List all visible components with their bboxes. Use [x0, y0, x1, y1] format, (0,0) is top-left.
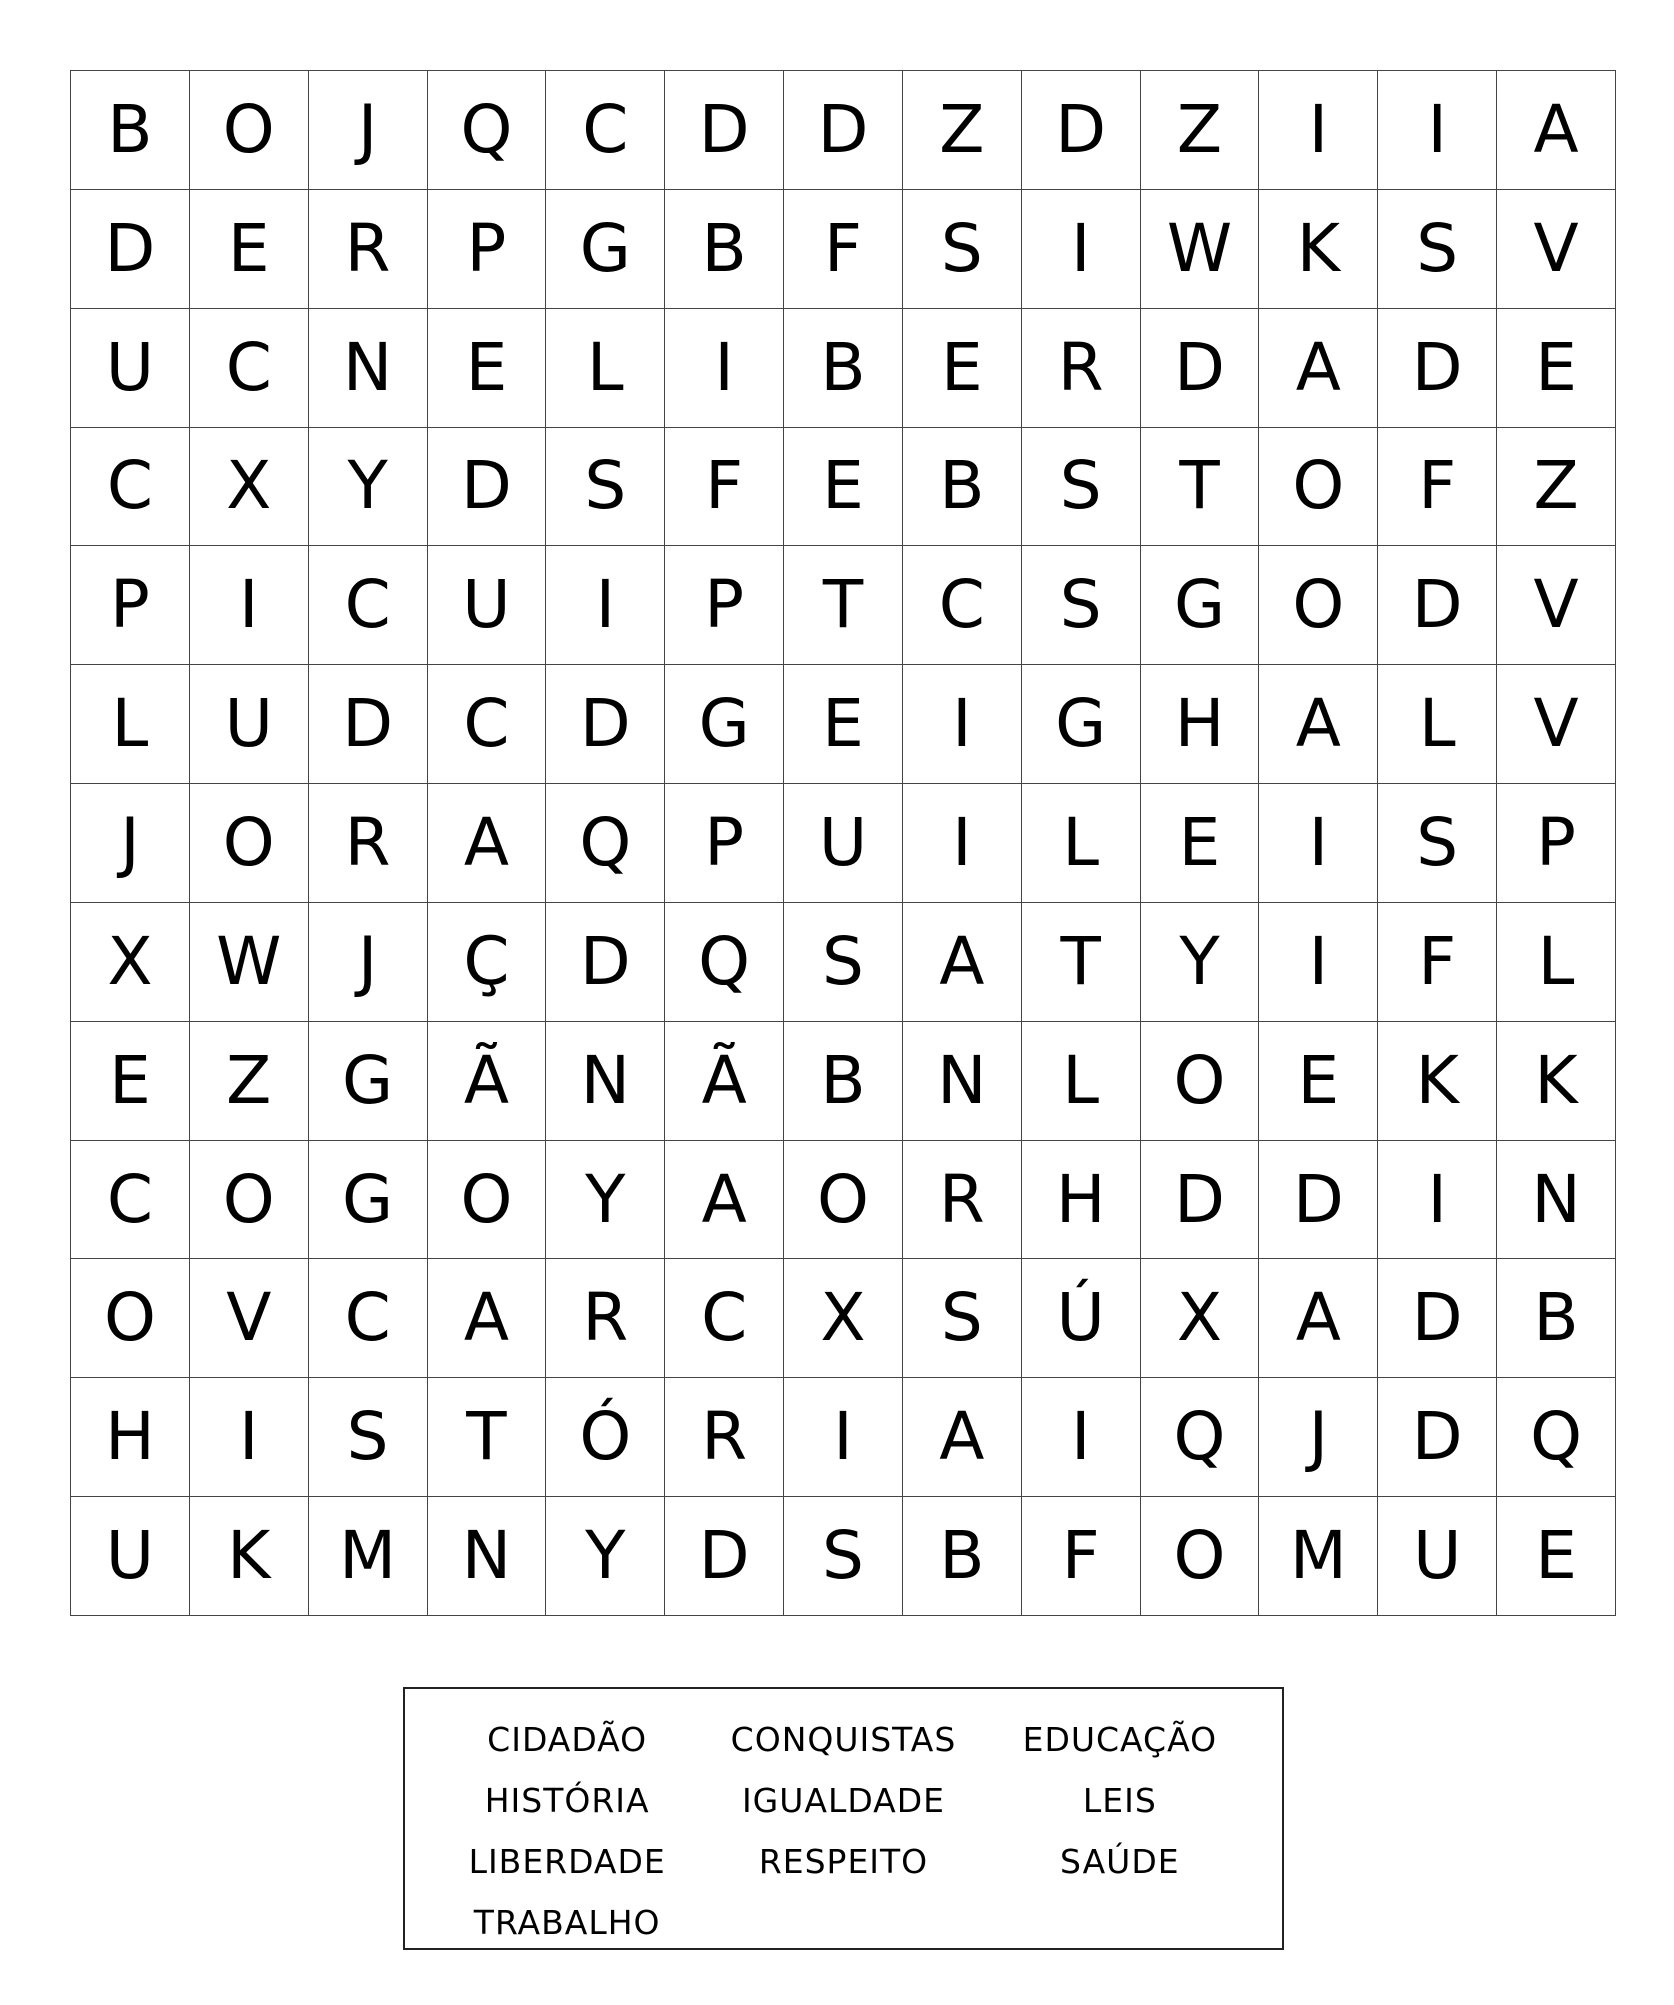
- word-list-item: RESPEITO: [758, 1842, 929, 1881]
- grid-cell[interactable]: D: [71, 190, 190, 309]
- grid-cell[interactable]: P: [665, 546, 784, 665]
- grid-cell[interactable]: Y: [1141, 903, 1260, 1022]
- grid-cell[interactable]: V: [1497, 665, 1616, 784]
- grid-cell[interactable]: E: [903, 309, 1022, 428]
- grid-cell[interactable]: J: [309, 71, 428, 190]
- grid-cell[interactable]: I: [1022, 190, 1141, 309]
- grid-cell[interactable]: O: [190, 71, 309, 190]
- grid-cell[interactable]: A: [665, 1141, 784, 1260]
- grid-cell[interactable]: A: [428, 1259, 547, 1378]
- grid-cell[interactable]: O: [190, 784, 309, 903]
- grid-cell[interactable]: E: [1497, 309, 1616, 428]
- grid-cell[interactable]: Y: [546, 1141, 665, 1260]
- grid-cell[interactable]: A: [903, 903, 1022, 1022]
- grid-cell[interactable]: A: [1259, 1259, 1378, 1378]
- grid-cell[interactable]: B: [784, 1022, 903, 1141]
- grid-cell[interactable]: P: [71, 546, 190, 665]
- grid-cell[interactable]: U: [71, 309, 190, 428]
- grid-cell[interactable]: S: [1378, 190, 1497, 309]
- grid-cell[interactable]: F: [665, 428, 784, 547]
- grid-cell[interactable]: O: [1141, 1497, 1260, 1616]
- grid-cell[interactable]: Q: [1497, 1378, 1616, 1497]
- grid-cell[interactable]: E: [784, 665, 903, 784]
- grid-cell[interactable]: F: [1378, 428, 1497, 547]
- grid-cell[interactable]: Ã: [665, 1022, 784, 1141]
- grid-cell[interactable]: U: [428, 546, 547, 665]
- grid-cell[interactable]: C: [190, 309, 309, 428]
- grid-cell[interactable]: F: [1378, 903, 1497, 1022]
- grid-cell[interactable]: D: [1378, 1378, 1497, 1497]
- grid-cell[interactable]: S: [784, 1497, 903, 1616]
- grid-cell[interactable]: L: [546, 309, 665, 428]
- grid-cell[interactable]: I: [1259, 903, 1378, 1022]
- grid-cell[interactable]: D: [665, 1497, 784, 1616]
- grid-cell[interactable]: X: [190, 428, 309, 547]
- grid-cell[interactable]: R: [903, 1141, 1022, 1260]
- word-list-item: LIBERDADE: [468, 1842, 666, 1881]
- grid-cell[interactable]: I: [903, 784, 1022, 903]
- grid-cell[interactable]: H: [1022, 1141, 1141, 1260]
- grid-cell[interactable]: L: [1022, 1022, 1141, 1141]
- grid-cell[interactable]: V: [1497, 190, 1616, 309]
- grid-cell[interactable]: L: [71, 665, 190, 784]
- grid-cell[interactable]: R: [309, 784, 428, 903]
- grid-cell[interactable]: B: [71, 71, 190, 190]
- grid-cell[interactable]: M: [309, 1497, 428, 1616]
- grid-cell[interactable]: D: [309, 665, 428, 784]
- grid-cell[interactable]: A: [1259, 309, 1378, 428]
- word-list-item: CONQUISTAS: [730, 1720, 957, 1759]
- grid-cell[interactable]: G: [1022, 665, 1141, 784]
- grid-cell[interactable]: A: [1259, 665, 1378, 784]
- grid-cell[interactable]: T: [428, 1378, 547, 1497]
- grid-cell[interactable]: J: [1259, 1378, 1378, 1497]
- word-list-item: LEIS: [1082, 1781, 1157, 1820]
- grid-cell[interactable]: C: [546, 71, 665, 190]
- grid-cell[interactable]: D: [784, 71, 903, 190]
- grid-cell[interactable]: E: [190, 190, 309, 309]
- grid-cell[interactable]: S: [1378, 784, 1497, 903]
- word-search-grid: [70, 70, 1616, 1616]
- grid-cell[interactable]: O: [1259, 428, 1378, 547]
- grid-cell[interactable]: T: [784, 546, 903, 665]
- grid-cell[interactable]: R: [309, 190, 428, 309]
- grid-cell[interactable]: O: [1141, 1022, 1260, 1141]
- grid-cell[interactable]: S: [309, 1378, 428, 1497]
- word-list-item: EDUCAÇÃO: [1022, 1720, 1218, 1759]
- grid-cell[interactable]: I: [1378, 71, 1497, 190]
- word-list-item: TRABALHO: [473, 1903, 661, 1942]
- grid-cell[interactable]: J: [309, 903, 428, 1022]
- grid-cell[interactable]: L: [1497, 903, 1616, 1022]
- grid-cell[interactable]: I: [903, 665, 1022, 784]
- grid-cell[interactable]: X: [784, 1259, 903, 1378]
- grid-cell[interactable]: P: [665, 784, 784, 903]
- grid-cell[interactable]: I: [190, 1378, 309, 1497]
- grid-cell[interactable]: V: [1497, 546, 1616, 665]
- grid-cell[interactable]: D: [1378, 546, 1497, 665]
- grid-cell[interactable]: P: [428, 190, 547, 309]
- grid-cell[interactable]: C: [665, 1259, 784, 1378]
- grid-cell[interactable]: Q: [1141, 1378, 1260, 1497]
- grid-cell[interactable]: D: [1022, 71, 1141, 190]
- word-list-box: [403, 1687, 1284, 1950]
- grid-cell[interactable]: Q: [428, 71, 547, 190]
- grid-cell[interactable]: K: [1378, 1022, 1497, 1141]
- grid-cell[interactable]: Z: [1497, 428, 1616, 547]
- grid-cell[interactable]: Q: [665, 903, 784, 1022]
- grid-cell[interactable]: I: [784, 1378, 903, 1497]
- grid-cell[interactable]: R: [665, 1378, 784, 1497]
- grid-cell[interactable]: E: [71, 1022, 190, 1141]
- grid-cell[interactable]: E: [1497, 1497, 1616, 1616]
- grid-cell[interactable]: Ã: [428, 1022, 547, 1141]
- grid-cell[interactable]: F: [784, 190, 903, 309]
- grid-cell[interactable]: S: [1022, 428, 1141, 547]
- grid-cell[interactable]: O: [71, 1259, 190, 1378]
- grid-cell[interactable]: D: [1259, 1141, 1378, 1260]
- grid-cell[interactable]: D: [1378, 309, 1497, 428]
- word-list-item: HISTÓRIA: [484, 1781, 650, 1820]
- grid-cell[interactable]: Ú: [1022, 1259, 1141, 1378]
- grid-cell[interactable]: F: [1022, 1497, 1141, 1616]
- grid-cell[interactable]: W: [190, 903, 309, 1022]
- grid-cell[interactable]: N: [428, 1497, 547, 1616]
- grid-cell[interactable]: L: [1022, 784, 1141, 903]
- grid-cell[interactable]: G: [309, 1141, 428, 1260]
- grid-cell[interactable]: Y: [309, 428, 428, 547]
- grid-cell[interactable]: K: [1259, 190, 1378, 309]
- grid-cell[interactable]: O: [784, 1141, 903, 1260]
- grid-cell[interactable]: G: [665, 665, 784, 784]
- grid-cell[interactable]: K: [1497, 1022, 1616, 1141]
- grid-cell[interactable]: X: [71, 903, 190, 1022]
- grid-cell[interactable]: N: [903, 1022, 1022, 1141]
- grid-cell[interactable]: B: [903, 428, 1022, 547]
- grid-cell[interactable]: Ç: [428, 903, 547, 1022]
- grid-cell[interactable]: Z: [1141, 71, 1260, 190]
- word-list-item: CIDADÃO: [487, 1720, 648, 1759]
- grid-cell[interactable]: S: [903, 1259, 1022, 1378]
- grid-cell[interactable]: I: [1259, 784, 1378, 903]
- grid-cell[interactable]: A: [428, 784, 547, 903]
- grid-cell[interactable]: U: [190, 665, 309, 784]
- grid-cell[interactable]: E: [784, 428, 903, 547]
- grid-cell[interactable]: D: [428, 428, 547, 547]
- grid-cell[interactable]: L: [1378, 665, 1497, 784]
- grid-cell[interactable]: B: [665, 190, 784, 309]
- grid-cell[interactable]: E: [1141, 784, 1260, 903]
- word-list-item: SAÚDE: [1060, 1842, 1180, 1881]
- grid-cell[interactable]: A: [903, 1378, 1022, 1497]
- grid-cell[interactable]: S: [546, 428, 665, 547]
- grid-cell[interactable]: Ó: [546, 1378, 665, 1497]
- grid-cell[interactable]: I: [665, 309, 784, 428]
- grid-cell[interactable]: C: [71, 428, 190, 547]
- grid-cell[interactable]: E: [428, 309, 547, 428]
- grid-cell[interactable]: D: [1378, 1259, 1497, 1378]
- grid-cell[interactable]: I: [1259, 71, 1378, 190]
- grid-cell[interactable]: A: [1497, 71, 1616, 190]
- grid-cell[interactable]: Z: [190, 1022, 309, 1141]
- grid-cell[interactable]: B: [903, 1497, 1022, 1616]
- grid-cell[interactable]: E: [1259, 1022, 1378, 1141]
- grid-cell[interactable]: T: [1022, 903, 1141, 1022]
- grid-cell[interactable]: C: [309, 546, 428, 665]
- grid-cell[interactable]: V: [190, 1259, 309, 1378]
- grid-cell[interactable]: G: [309, 1022, 428, 1141]
- grid-cell[interactable]: H: [1141, 665, 1260, 784]
- grid-cell[interactable]: N: [1497, 1141, 1616, 1260]
- grid-cell[interactable]: I: [1378, 1141, 1497, 1260]
- grid-cell[interactable]: I: [190, 546, 309, 665]
- grid-cell[interactable]: B: [784, 309, 903, 428]
- grid-cell[interactable]: D: [546, 903, 665, 1022]
- word-list-item: IGUALDADE: [741, 1781, 946, 1820]
- grid-cell[interactable]: R: [1022, 309, 1141, 428]
- grid-cell[interactable]: G: [546, 190, 665, 309]
- grid-cell[interactable]: N: [546, 1022, 665, 1141]
- grid-cell[interactable]: U: [1378, 1497, 1497, 1616]
- grid-cell[interactable]: X: [1141, 1259, 1260, 1378]
- grid-cell[interactable]: S: [1022, 546, 1141, 665]
- grid-cell[interactable]: D: [546, 665, 665, 784]
- grid-cell[interactable]: R: [546, 1259, 665, 1378]
- grid-cell[interactable]: S: [903, 190, 1022, 309]
- grid-cell[interactable]: I: [1022, 1378, 1141, 1497]
- grid-cell[interactable]: H: [71, 1378, 190, 1497]
- grid-cell[interactable]: Q: [546, 784, 665, 903]
- grid-cell[interactable]: Y: [546, 1497, 665, 1616]
- grid-cell[interactable]: K: [190, 1497, 309, 1616]
- grid-cell[interactable]: B: [1497, 1259, 1616, 1378]
- grid-cell[interactable]: C: [71, 1141, 190, 1260]
- grid-cell[interactable]: C: [903, 546, 1022, 665]
- grid-cell[interactable]: Z: [903, 71, 1022, 190]
- grid-cell[interactable]: I: [546, 546, 665, 665]
- grid-cell[interactable]: G: [1141, 546, 1260, 665]
- grid-cell[interactable]: D: [1141, 1141, 1260, 1260]
- grid-cell[interactable]: T: [1141, 428, 1260, 547]
- grid-cell[interactable]: P: [1497, 784, 1616, 903]
- grid-cell[interactable]: S: [784, 903, 903, 1022]
- grid-cell[interactable]: N: [309, 309, 428, 428]
- grid-cell[interactable]: O: [1259, 546, 1378, 665]
- grid-cell[interactable]: D: [665, 71, 784, 190]
- grid-cell[interactable]: C: [309, 1259, 428, 1378]
- grid-cell[interactable]: C: [428, 665, 547, 784]
- grid-cell[interactable]: M: [1259, 1497, 1378, 1616]
- grid-cell[interactable]: W: [1141, 190, 1260, 309]
- grid-cell[interactable]: D: [1141, 309, 1260, 428]
- grid-cell[interactable]: U: [71, 1497, 190, 1616]
- grid-cell[interactable]: J: [71, 784, 190, 903]
- grid-cell[interactable]: U: [784, 784, 903, 903]
- grid-cell[interactable]: O: [428, 1141, 547, 1260]
- grid-cell[interactable]: O: [190, 1141, 309, 1260]
